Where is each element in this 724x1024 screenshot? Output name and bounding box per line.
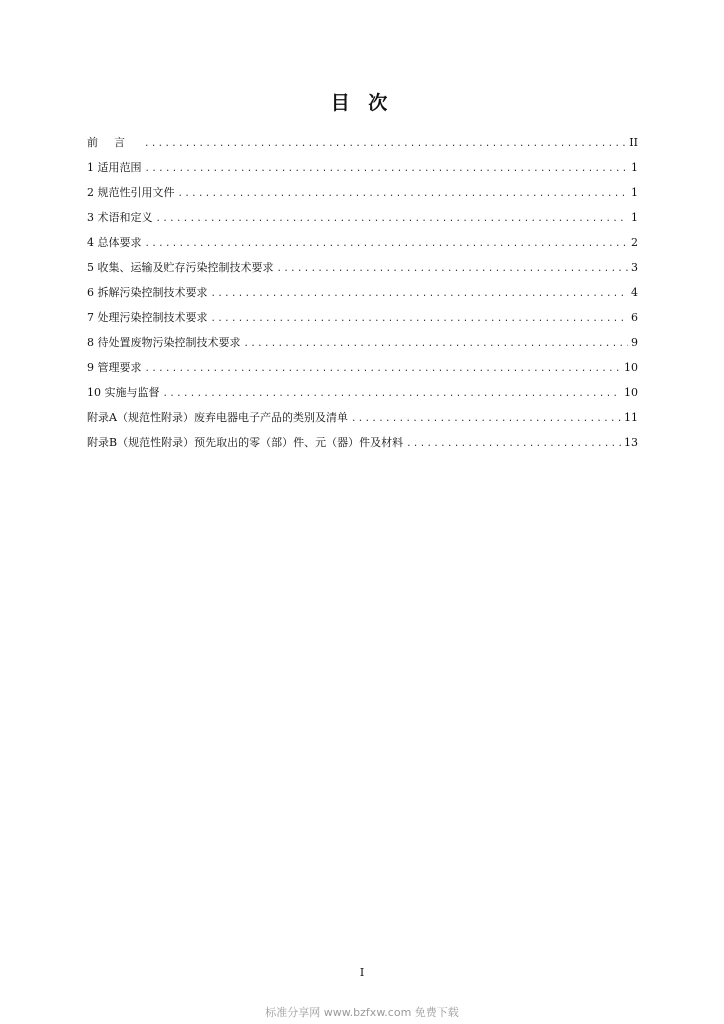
toc-entry-page: 9 — [631, 336, 638, 349]
toc-dot-leader — [145, 161, 629, 177]
toc-dot-leader — [163, 386, 622, 402]
toc-entry-normative-references[interactable] — [87, 185, 638, 210]
toc-entry-implementation[interactable] — [87, 385, 638, 410]
toc-entry-label: 7 处理污染控制技术要求 — [87, 311, 208, 324]
toc-entry-management[interactable] — [87, 360, 638, 385]
toc-entry-processing[interactable] — [87, 310, 638, 335]
toc-entry-waste-disposal[interactable] — [87, 335, 638, 360]
toc-entry-page: 10 — [624, 386, 638, 399]
watermark: 标准分享网 www.bzfxw.com 免费下载 — [265, 1006, 459, 1019]
toc-entry-page: 13 — [624, 436, 638, 449]
toc-entry-label: 8 待处置废物污染控制技术要求 — [87, 336, 241, 349]
toc-entry-page: 1 — [631, 161, 638, 174]
toc-entry-collection-transport-storage[interactable] — [87, 260, 638, 285]
toc-dot-leader — [145, 361, 622, 377]
toc-entry-appendix-b[interactable] — [87, 435, 638, 460]
toc-dot-leader — [145, 236, 629, 252]
toc-entry-page: 3 — [631, 261, 638, 274]
toc-entry-label: 5 收集、运输及贮存污染控制技术要求 — [87, 261, 274, 274]
toc-entry-page: II — [629, 136, 638, 149]
toc-dot-leader — [178, 186, 629, 202]
toc-dot-leader — [277, 261, 629, 277]
toc-dot-leader — [406, 436, 621, 452]
toc-entry-label: 6 拆解污染控制技术要求 — [87, 286, 208, 299]
toc-entry-page: 2 — [631, 236, 638, 249]
toc-entry-page: 1 — [631, 211, 638, 224]
page-title: 目 次 — [330, 92, 394, 114]
toc-dot-leader — [211, 311, 629, 327]
toc-entry-label: 9 管理要求 — [87, 361, 142, 374]
toc-entry-page: 11 — [624, 411, 638, 424]
toc-entry-scope[interactable] — [87, 160, 638, 185]
toc-entry-label: 1 适用范围 — [87, 161, 142, 174]
table-of-contents — [87, 135, 638, 460]
toc-dot-leader — [144, 136, 626, 152]
toc-entry-appendix-a[interactable] — [87, 410, 638, 435]
toc-entry-general-requirements[interactable] — [87, 235, 638, 260]
toc-entry-label: 附录A（规范性附录）废弃电器电子产品的类别及清单 — [87, 411, 348, 424]
toc-entry-terms-definitions[interactable] — [87, 210, 638, 235]
toc-entry-label: 前言 — [87, 136, 141, 149]
toc-entry-foreword[interactable] — [87, 135, 638, 160]
toc-dot-leader — [244, 336, 629, 352]
toc-dot-leader — [211, 286, 629, 302]
toc-entry-page: 1 — [631, 186, 638, 199]
toc-entry-label: 10 实施与监督 — [87, 386, 160, 399]
toc-entry-dismantling[interactable] — [87, 285, 638, 310]
toc-entry-label: 3 术语和定义 — [87, 211, 153, 224]
page-number: I — [359, 966, 365, 979]
toc-entry-label: 附录B（规范性附录）预先取出的零（部）件、元（器）件及材料 — [87, 436, 404, 449]
toc-dot-leader — [351, 411, 621, 427]
toc-entry-page: 4 — [631, 286, 638, 299]
toc-entry-label: 4 总体要求 — [87, 236, 142, 249]
toc-entry-page: 6 — [631, 311, 638, 324]
toc-entry-page: 10 — [624, 361, 638, 374]
toc-entry-label: 2 规范性引用文件 — [87, 186, 175, 199]
toc-dot-leader — [156, 211, 629, 227]
